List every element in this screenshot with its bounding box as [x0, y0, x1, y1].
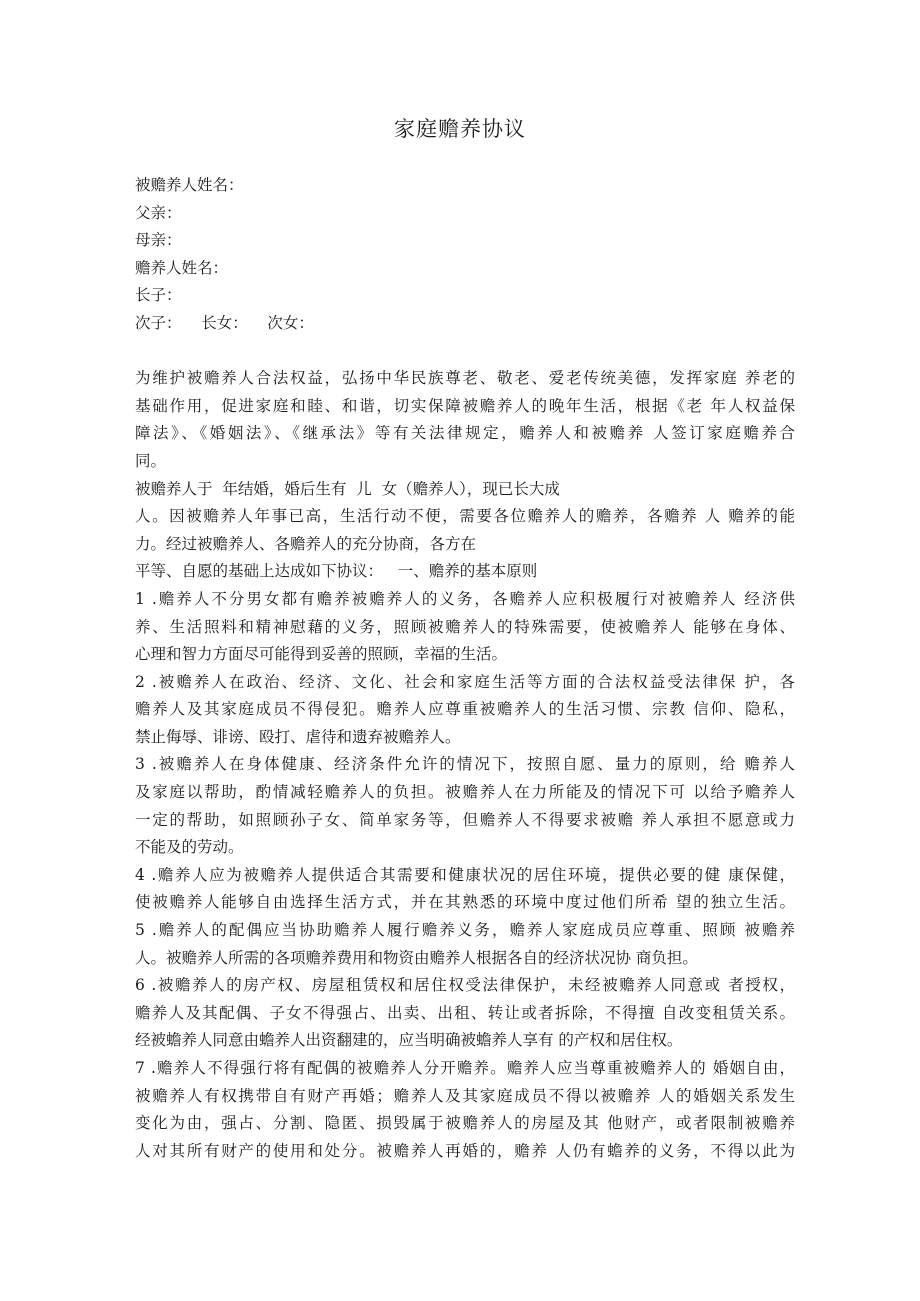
body-line: 为维护被赡养人合法权益，弘扬中华民族尊老、敬老、爱老传统美德，发挥家庭 养老的: [135, 369, 795, 388]
clause-7-line: 变化为由，强占、分割、隐匿、损毁属于被赡养人的房屋及其 他财产，或者限制被赡养: [135, 1114, 795, 1133]
clause-1-line: 1 .赡养人不分男女都有赡养被赡养人的义务，各赡养人应积极履行对被赡养人 经济供: [135, 589, 795, 608]
clause-3-line: 3 .被赡养人在身体健康、经济条件允许的情况下，按照自愿、量力的原则，给 赡养人: [135, 755, 795, 774]
clause-6-line: 经被蟾养人同意由蟾养人出资翻建的，应当明确被蟾养人享有 的产权和居住权。: [135, 1031, 683, 1050]
field-eldest-son: 长子：: [135, 286, 182, 305]
clause-7-line: 7 .赡养人不得强行将有配偶的被赡养人分开赡养。赡养人应当尊重被赡养人的 婚姻自由，: [135, 1059, 795, 1077]
field-father: 父亲：: [135, 203, 182, 222]
spacer: [135, 338, 795, 366]
clause-3-line: 一定的帮助，如照顾孙子女、简单家务等，但赡养人不得要求被赡 养人承担不愿意或力: [135, 810, 795, 829]
document-title: 家庭赡养协议: [394, 117, 526, 141]
clause-2-line: 赡养人及其家庭成员不得侵犯。赡养人应尊重被赡养人的生活习惯、宗教 信仰、隐私，: [135, 700, 795, 719]
document-body: [135, 172, 795, 1165]
body-line: 障法》、《婚姻法》、《继承法》等有关法律规定，赡养人和被赡养 人签订家庭赡养合: [135, 424, 795, 443]
field-supported-person-name: 被赡养人姓名：: [135, 176, 244, 194]
field-children: 次子： 长女： 次女：: [135, 313, 314, 332]
body-line: 被赡养人于 年结婚，婚后生有 儿 女（赡养人），现已长大成: [135, 479, 560, 498]
clause-2-line: 2 .被赡养人在政治、经济、文化、社会和家庭生活等方面的合法权益受法律保 护，各: [135, 672, 795, 691]
clause-4-line: 使被赡养人能够自由选择生活方式，并在其熟悉的环境中度过他们所希 望的独立生活。: [135, 893, 795, 912]
body-line: 力。经过被赡养人、各赡养人的充分协商，各方在: [135, 534, 477, 553]
clause-4-line: 4 .赡养人应为被赡养人提供适合其需要和健康状况的居住环境，提供必要的健 康保健，: [135, 865, 795, 884]
body-line: 人。因被赡养人年事已高，生活行动不便，需要各位赡养人的赡养，各赡养 人 赡养的能: [135, 507, 795, 526]
clause-2-line: 禁止侮辱、诽谤、殴打、虐待和遗弃被赡养人。: [135, 727, 461, 746]
clause-1-line: 养、生活照料和精神慰藉的义务，照顾被赡养人的特殊需要，使被赡养人 能够在身体、: [135, 617, 795, 636]
clause-3-line: 及家庭以帮助，酌情减轻赡养人的负担。被赡养人在力所能及的情况下可 以给予赡养人: [135, 783, 795, 802]
body-line: 同。: [135, 451, 167, 470]
clause-5-line: 5 .赡养人的配偶应当协助赡养人履行赡养义务，赡养人家庭成员应尊重、照顾 被赡养: [135, 921, 795, 940]
field-supporter-name: 赡养人姓名：: [135, 258, 229, 277]
clause-6-line: 赡养人及其配偶、子女不得强占、出卖、出租、转让或者拆除，不得擅 自改变租赁关系。: [135, 1003, 795, 1022]
clause-7-line: 人对其所有财产的使用和处分。被赡养人再婚的，赡养 人仍有蟾养的义务，不得以此为: [135, 1141, 795, 1160]
clause-3-line: 不能及的劳动。: [135, 838, 244, 857]
clause-6-line: 6 .被赡养人的房产权、房屋租赁权和居住权受法律保护，未经被赡养人同意或 者授权，: [135, 976, 795, 995]
clause-7-line: 被赡养人有权携带自有财产再婚；赡养人及其家庭成员不得以被赡养 人的婚姻关系发生: [135, 1086, 795, 1105]
field-mother: 母亲：: [135, 231, 182, 250]
body-line: 平等、自愿的基础上达成如下协议： 一、赡养的基本原则: [135, 562, 538, 581]
body-line: 基础作用，促进家庭和睦、和谐，切实保障被赡养人的晚年生活，根据《老 年人权益保: [135, 396, 795, 415]
clause-1-line: 心理和智力方面尽可能得到妥善的照顾，幸福的生活。: [135, 645, 508, 664]
clause-5-line: 人。被赡养人所需的各项赡养费用和物资由赡养人根据各自的经济状况协 商负担。: [135, 948, 698, 967]
